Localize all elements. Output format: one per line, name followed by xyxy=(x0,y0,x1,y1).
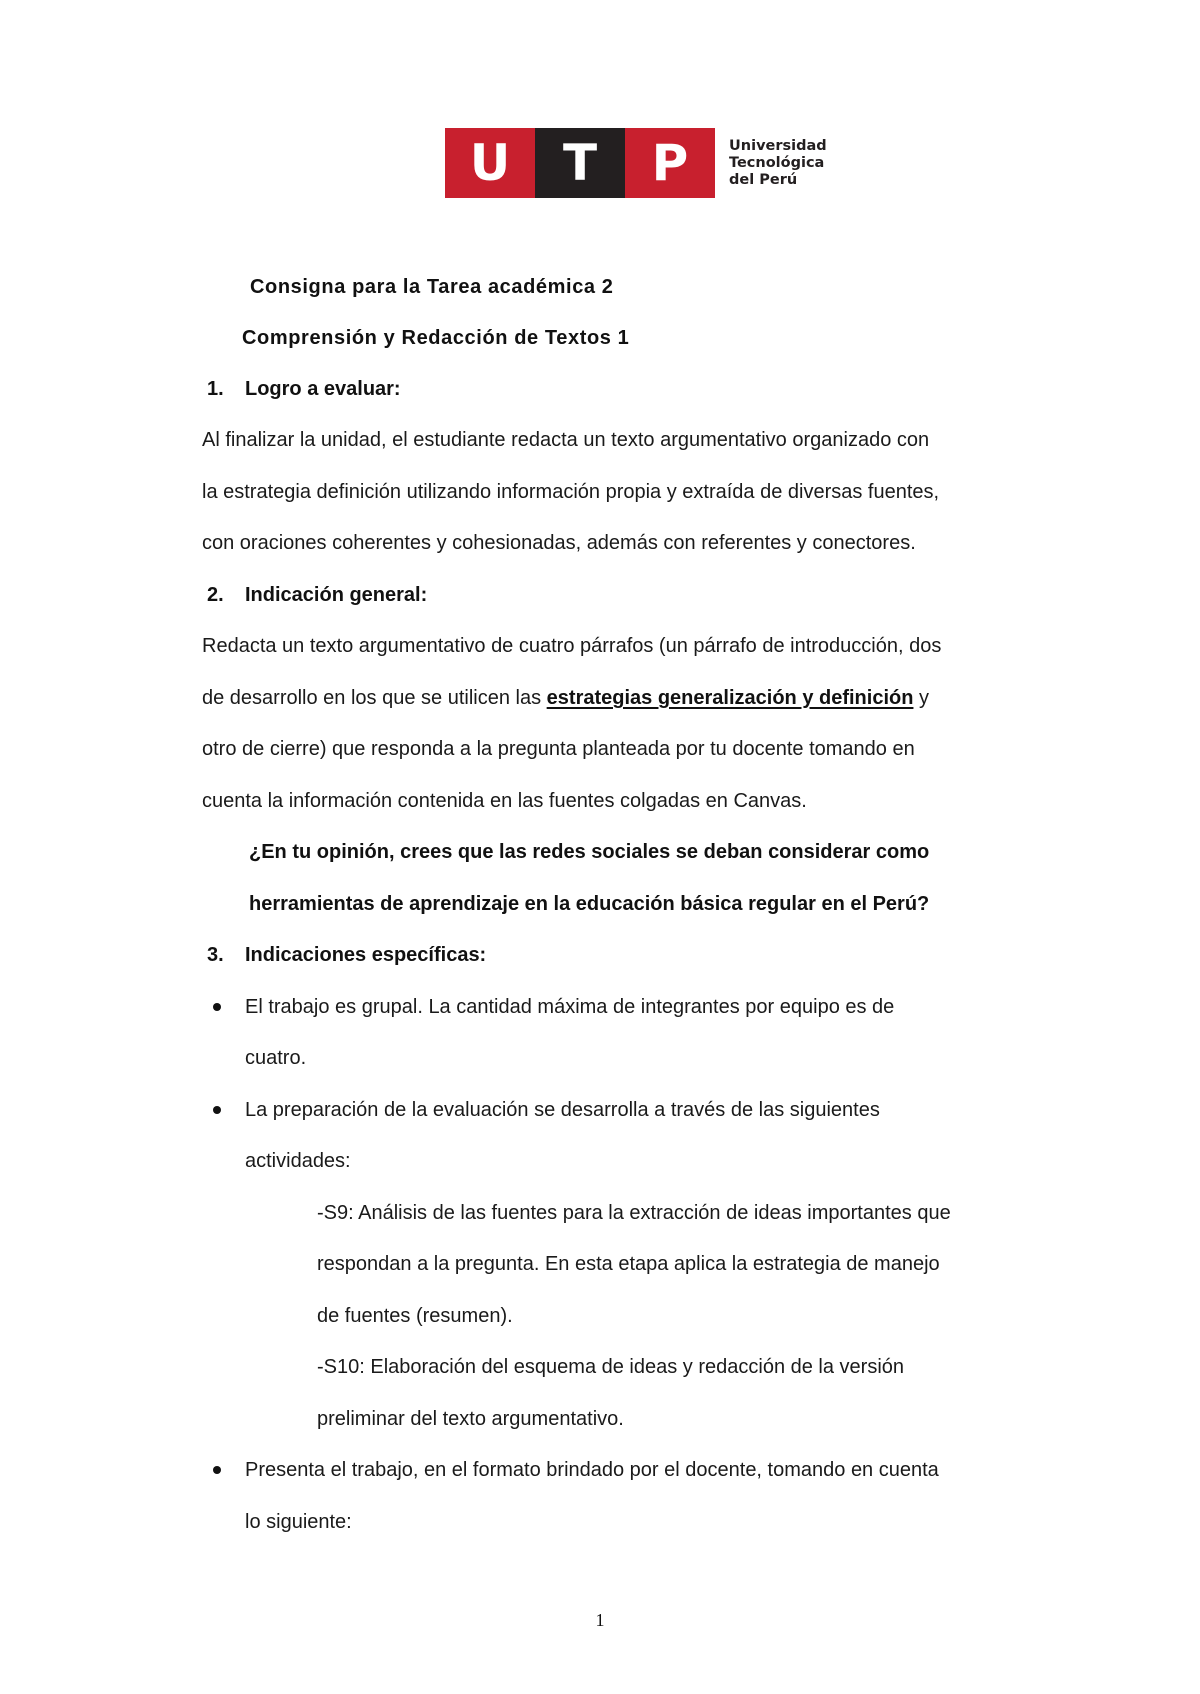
logo-name-line: Tecnológica xyxy=(729,154,825,171)
course-title: Comprensión y Redacción de Textos 1 xyxy=(242,327,630,349)
section-number: 1. xyxy=(207,378,224,400)
list-item-line: La preparación de la evaluación se desarrolla a través de las siguientes xyxy=(245,1099,880,1121)
logo-name-line: del Perú xyxy=(729,171,798,188)
paragraph-line xyxy=(202,685,929,711)
bullet-icon xyxy=(213,1106,221,1114)
utp-logo xyxy=(445,128,827,198)
paragraph-line: con oraciones coherentes y cohesionadas, además con referentes y conectores. xyxy=(202,532,916,554)
logo-name-line: Universidad xyxy=(729,137,827,154)
guiding-question-line: herramientas de aprendizaje en la educación básica regular en el Perú? xyxy=(249,893,930,915)
guiding-question-line: ¿En tu opinión, crees que las redes sociales se deban considerar como xyxy=(249,841,930,863)
activity-line: -S10: Elaboración del esquema de ideas y redacción de la versión xyxy=(317,1356,905,1378)
section-heading-text: Indicaciones específicas: xyxy=(245,944,487,966)
section-heading-especificas xyxy=(207,942,486,968)
logo-letter-t: T xyxy=(535,128,625,198)
logo-letter-p: P xyxy=(625,128,715,198)
paragraph-line: cuenta la información contenida en las fuentes colgadas en Canvas. xyxy=(202,790,807,812)
list-item-line: actividades: xyxy=(245,1150,351,1172)
activity-line: preliminar del texto argumentativo. xyxy=(317,1408,624,1430)
bullet-icon xyxy=(213,1466,221,1474)
logo-letter-u: U xyxy=(445,128,535,198)
activity-line: -S9: Análisis de las fuentes para la extracción de ideas importantes que xyxy=(317,1202,951,1224)
list-item-line: cuatro. xyxy=(245,1047,307,1069)
document-title: Consigna para la Tarea académica 2 xyxy=(250,276,614,298)
logo-university-name xyxy=(729,138,827,189)
paragraph-text: y xyxy=(913,687,930,709)
section-number: 3. xyxy=(207,944,224,966)
section-heading-logro xyxy=(207,376,401,402)
section-number: 2. xyxy=(207,584,224,606)
page-number: 1 xyxy=(595,1610,605,1630)
section-heading-text: Logro a evaluar: xyxy=(245,378,401,400)
paragraph-line: Al finalizar la unidad, el estudiante redacta un texto argumentativo organizado con xyxy=(202,429,930,451)
emphasis-strategies: estrategias generalización y definición xyxy=(546,687,914,709)
list-item-line: Presenta el trabajo, en el formato brindado por el docente, tomando en cuenta xyxy=(245,1459,939,1481)
list-item-line: lo siguiente: xyxy=(245,1511,352,1533)
paragraph-line: Redacta un texto argumentativo de cuatro párrafos (un párrafo de introducción, dos xyxy=(202,635,942,657)
list-item-line: El trabajo es grupal. La cantidad máxima de integrantes por equipo es de xyxy=(245,996,895,1018)
bullet-icon xyxy=(213,1003,221,1011)
paragraph-text: de desarrollo en los que se utilicen las xyxy=(202,687,547,709)
activity-line: de fuentes (resumen). xyxy=(317,1305,513,1327)
section-heading-indicacion xyxy=(207,582,427,608)
section-heading-text: Indicación general: xyxy=(245,584,428,606)
paragraph-line: otro de cierre) que responda a la pregunta planteada por tu docente tomando en xyxy=(202,738,915,760)
activity-line: respondan a la pregunta. En esta etapa aplica la estrategia de manejo xyxy=(317,1253,940,1275)
paragraph-line: la estrategia definición utilizando información propia y extraída de diversas fuentes, xyxy=(202,481,940,503)
